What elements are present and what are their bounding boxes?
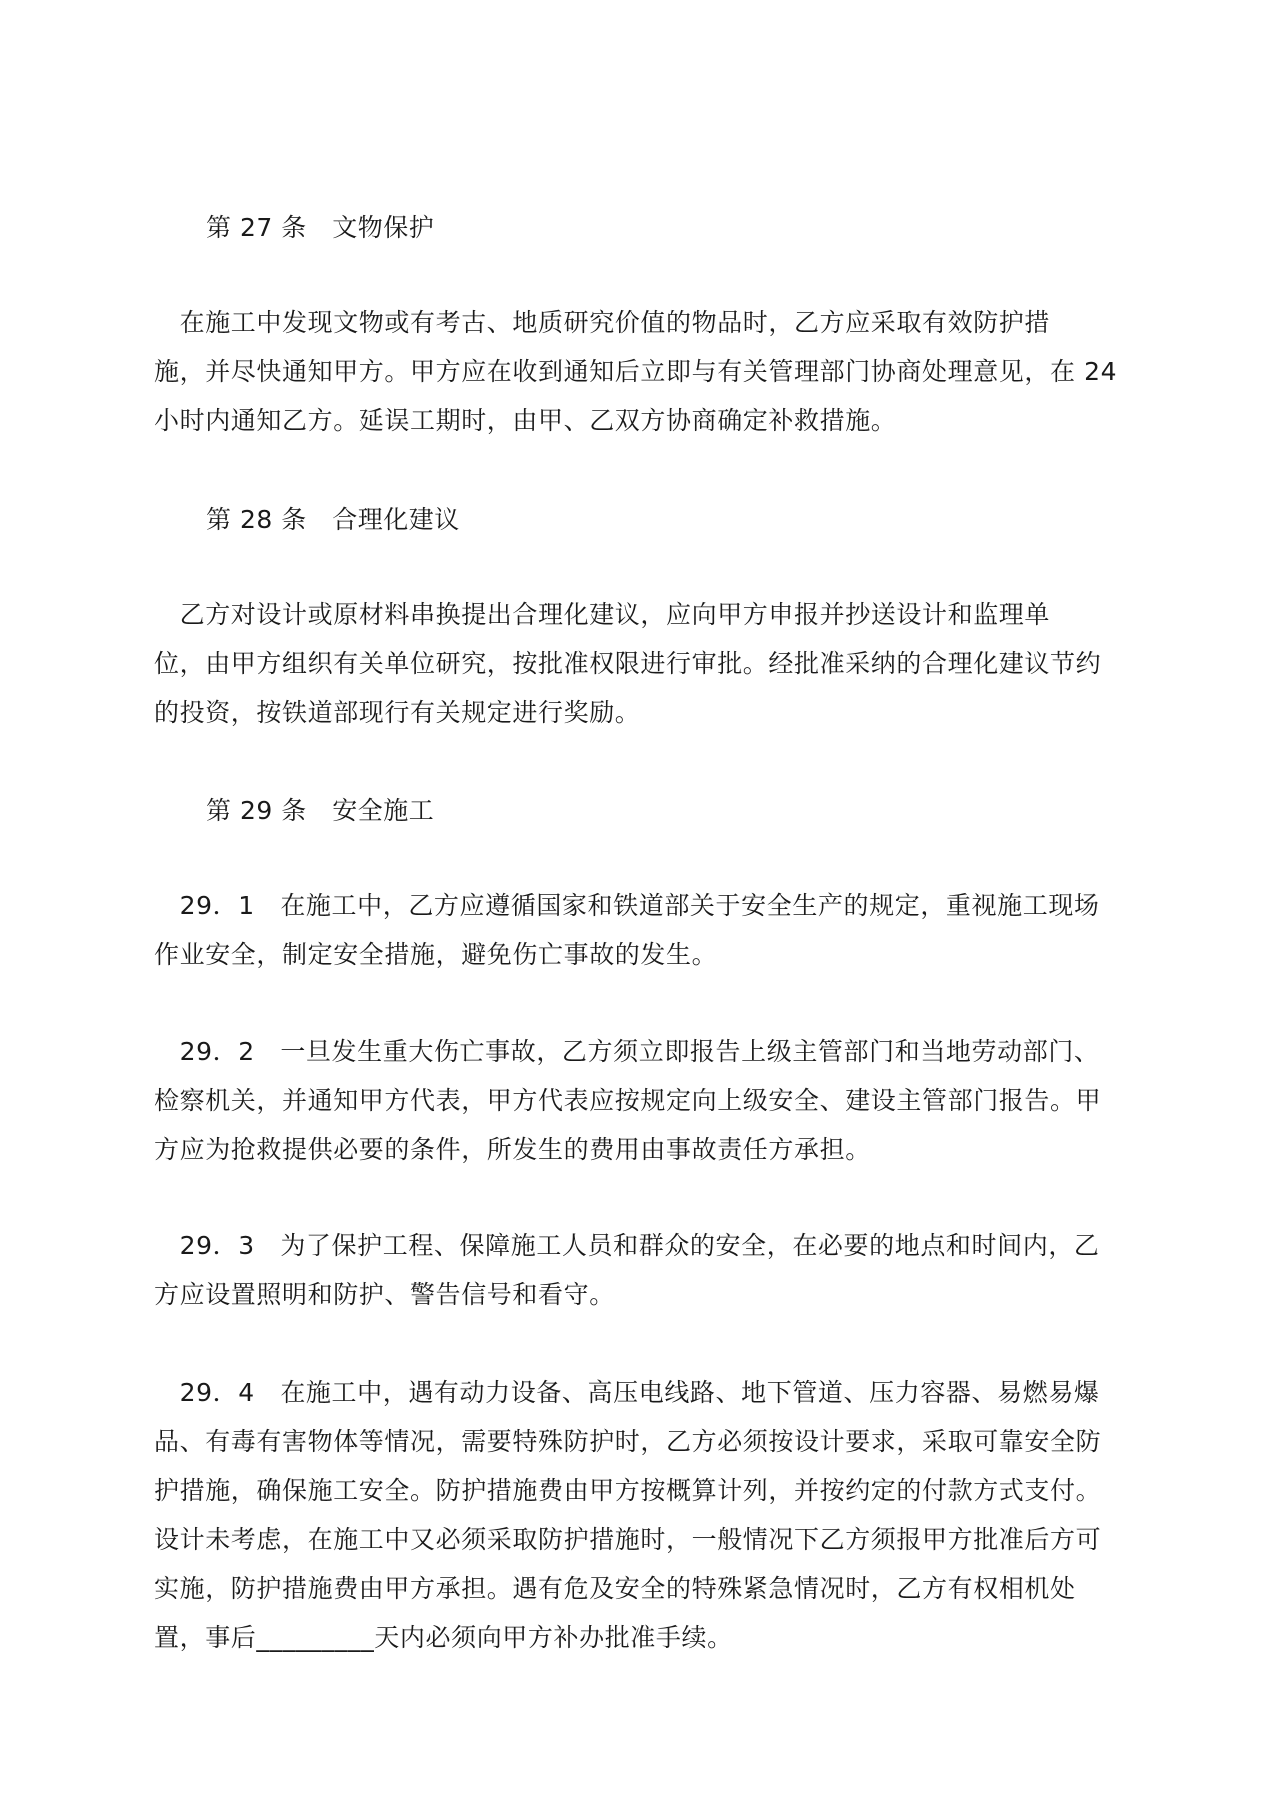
clause-29-4 — [154, 1368, 1126, 1662]
clause-29-3 — [154, 1221, 1126, 1319]
article-28-heading: 第 28 条 合理化建议 — [206, 505, 460, 534]
paragraph-line: 29．2 一旦发生重大伤亡事故，乙方须立即报告上级主管部门和当地劳动部门、 — [154, 1037, 1100, 1066]
paragraph-line: 方应为抢救提供必要的条件，所发生的费用由事故责任方承担。 — [154, 1135, 871, 1164]
paragraph-line: 29．3 为了保护工程、保障施工人员和群众的安全，在必要的地点和时间内，乙 — [154, 1231, 1100, 1260]
paragraph-line: 置，事后_________天内必须向甲方补办批准手续。 — [154, 1623, 733, 1652]
paragraph-line: 护措施，确保施工安全。防护措施费由甲方按概算计列，并按约定的付款方式支付。 — [154, 1476, 1102, 1505]
article-27-heading: 第 27 条 文物保护 — [206, 213, 435, 242]
paragraph-line: 乙方对设计或原材料串换提出合理化建议，应向甲方申报并抄送设计和监理单 — [154, 600, 1051, 629]
paragraph-line: 作业安全，制定安全措施，避免伤亡事故的发生。 — [154, 940, 718, 969]
paragraph-line: 29．4 在施工中，遇有动力设备、高压电线路、地下管道、压力容器、易燃易爆 — [154, 1378, 1100, 1407]
paragraph-line: 设计未考虑，在施工中又必须采取防护措施时，一般情况下乙方须报甲方批准后方可 — [154, 1525, 1102, 1554]
paragraph-line: 检察机关，并通知甲方代表，甲方代表应按规定向上级安全、建设主管部门报告。甲 — [154, 1086, 1102, 1115]
clause-29-2 — [154, 1027, 1126, 1174]
paragraph-line: 方应设置照明和防护、警告信号和看守。 — [154, 1280, 615, 1309]
clause-29-1 — [154, 881, 1126, 979]
paragraph-line: 施，并尽快通知甲方。甲方应在收到通知后立即与有关管理部门协商处理意见，在 24 — [154, 357, 1118, 386]
paragraph-line: 位，由甲方组织有关单位研究，按批准权限进行审批。经批准采纳的合理化建议节约 — [154, 649, 1102, 678]
paragraph-line: 在施工中发现文物或有考古、地质研究价值的物品时，乙方应采取有效防护措 — [154, 308, 1051, 337]
paragraph-line: 29．1 在施工中，乙方应遵循国家和铁道部关于安全生产的规定，重视施工现场 — [154, 891, 1100, 920]
article-28-body — [154, 590, 1126, 737]
paragraph-line: 小时内通知乙方。延误工期时，由甲、乙双方协商确定补救措施。 — [154, 406, 897, 435]
article-29-heading: 第 29 条 安全施工 — [206, 796, 435, 825]
article-27-body — [154, 298, 1126, 445]
paragraph-line: 的投资，按铁道部现行有关规定进行奖励。 — [154, 698, 641, 727]
paragraph-line: 实施，防护措施费由甲方承担。遇有危及安全的特殊紧急情况时，乙方有权相机处 — [154, 1574, 1076, 1603]
paragraph-line: 品、有毒有害物体等情况，需要特殊防护时，乙方必须按设计要求，采取可靠安全防 — [154, 1427, 1102, 1456]
